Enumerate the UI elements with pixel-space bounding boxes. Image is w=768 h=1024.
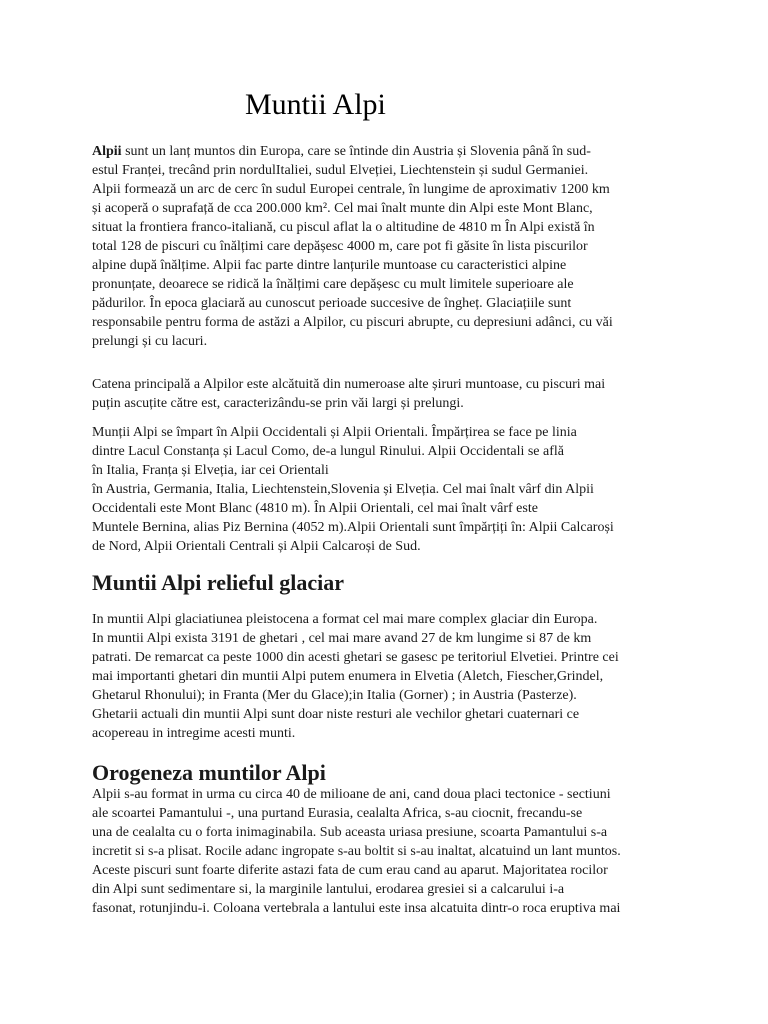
paragraph-line: responsabile pentru forma de astăzi a Alpilor, cu piscuri abrupte, cu depresiuni adânci, cu văi: [92, 315, 613, 330]
paragraph-line: Muntele Bernina, alias Piz Bernina (4052 m).Alpii Orientali sunt împărțiți în: Alpii Calcaroși: [92, 520, 614, 535]
paragraph-line: pădurilor. În epoca glaciară au cunoscut perioade succesive de îngheț. Glaciațiile sunt: [92, 296, 572, 311]
paragraph-line: din Alpi sunt sedimentare si, la marginile lantului, erodarea gresiei si a calcarului i-a: [92, 882, 565, 897]
paragraph-line: prelungi și cu lacuri.: [92, 334, 208, 349]
paragraph-line: și acoperă o suprafață de cca 200.000 km². Cel mai înalt munte din Alpi este Mont Blanc,: [92, 201, 593, 216]
paragraph-line: [92, 142, 692, 161]
paragraph-line: ale scoartei Pamantului -, una purtand Eurasia, cealalta Africa, s-au ciocnit, frecandu-se: [92, 806, 583, 821]
paragraph-line: acopereau in intregime acesti munti.: [92, 726, 296, 741]
page-title: Muntii Alpi: [245, 88, 386, 121]
paragraph-line: estul Franței, trecând prin nordulItaliei, sudul Elveției, Liechtenstein și sudul Germaniei.: [92, 163, 589, 178]
paragraph-impartire: [92, 423, 692, 556]
bold-term: Alpii: [92, 144, 122, 159]
paragraph-line: Alpii formează un arc de cerc în sudul Europei centrale, în lungime de aproximativ 1200 km: [92, 182, 610, 197]
paragraph-line: Alpii s-au format in urma cu circa 40 de milioane de ani, cand doua placi tectonice - sectiuni: [92, 787, 611, 802]
paragraph-line: mai importanti ghetari din muntii Alpi putem enumera in Elvetia (Aletch, Fiescher,Grindel,: [92, 669, 604, 684]
paragraph-line: Aceste piscuri sunt foarte diferite astazi fata de cum erau cand au aparut. Majoritatea rocilor: [92, 863, 608, 878]
paragraph-line: In muntii Alpi glaciatiunea pleistocena a format cel mai mare complex glaciar din Europa.: [92, 612, 598, 627]
paragraph-line: de Nord, Alpii Orientali Centrali și Alpii Calcaroși de Sud.: [92, 539, 421, 554]
heading-relief-glaciar: Muntii Alpi relieful glaciar: [92, 570, 344, 595]
paragraph-orogeneza: [92, 785, 692, 918]
paragraph-line: în Austria, Germania, Italia, Liechtenstein,Slovenia și Elveția. Cel mai înalt vârf din Alpii: [92, 482, 594, 497]
paragraph-intro: [92, 142, 692, 351]
paragraph-line: Ghetarii actuali din muntii Alpi sunt doar niste resturi ale vechilor ghetari cuaternari ce: [92, 707, 580, 722]
paragraph-line: incretit si s-a plisat. Rocile adanc ingropate s-au boltit si s-au inaltat, alcatuind un lant muntos.: [92, 844, 621, 859]
paragraph-glaciar: [92, 610, 692, 743]
paragraph-line: puțin ascuțite către est, caracterizându-se prin văi largi și prelungi.: [92, 396, 464, 411]
line-text: sunt un lanț muntos din Europa, care se întinde din Austria și Slovenia până în sud-: [121, 144, 591, 159]
paragraph-line: dintre Lacul Constanța și Lacul Como, de-a lungul Rinului. Alpii Occidentali se află: [92, 444, 565, 459]
paragraph-line: Munții Alpi se împart în Alpii Occidentali și Alpii Orientali. Împărțirea se face pe linia: [92, 425, 577, 440]
paragraph-line: patrati. De remarcat ca peste 1000 din acesti ghetari se gasesc pe teritoriul Elvetiei. Printre cei: [92, 650, 619, 665]
paragraph-line: pronunțate, deoarece se ridică la înălțimi care depășesc cu mult limitele superioare ale: [92, 277, 574, 292]
paragraph-line: fasonat, rotunjindu-i. Coloana vertebrala a lantului este insa alcatuita dintr-o roca eruptiva mai: [92, 901, 621, 916]
paragraph-line: Occidentali este Mont Blanc (4810 m). În Alpii Orientali, cel mai înalt vârf este: [92, 501, 538, 516]
paragraph-line: total 128 de piscuri cu înălțimi care depășesc 4000 m, care pot fi găsite în lista piscurilor: [92, 239, 588, 254]
paragraph-catena: [92, 375, 692, 413]
paragraph-line: In muntii Alpi exista 3191 de ghetari , cel mai mare avand 27 de km lungime si 87 de km: [92, 631, 592, 646]
paragraph-line: în Italia, Franța și Elveția, iar cei Orientali: [92, 463, 329, 478]
heading-orogeneza: Orogeneza muntilor Alpi: [92, 760, 326, 785]
paragraph-line: Catena principală a Alpilor este alcătuită din numeroase alte șiruri muntoase, cu piscuri mai: [92, 377, 606, 392]
paragraph-line: una de cealalta cu o forta inimaginabila. Sub aceasta uriasa presiune, scoarta Pamantului s-a: [92, 825, 608, 840]
paragraph-line: Ghetarul Rhonului); in Franta (Mer du Glace);in Italia (Gorner) ; in Austria (Pasterze).: [92, 688, 577, 703]
paragraph-line: situat la frontiera franco-italiană, cu piscul aflat la o altitudine de 4810 m În Alpi există în: [92, 220, 595, 235]
paragraph-line: alpine după înălțime. Alpii fac parte dintre lanțurile muntoase cu caracteristici alpine: [92, 258, 567, 273]
